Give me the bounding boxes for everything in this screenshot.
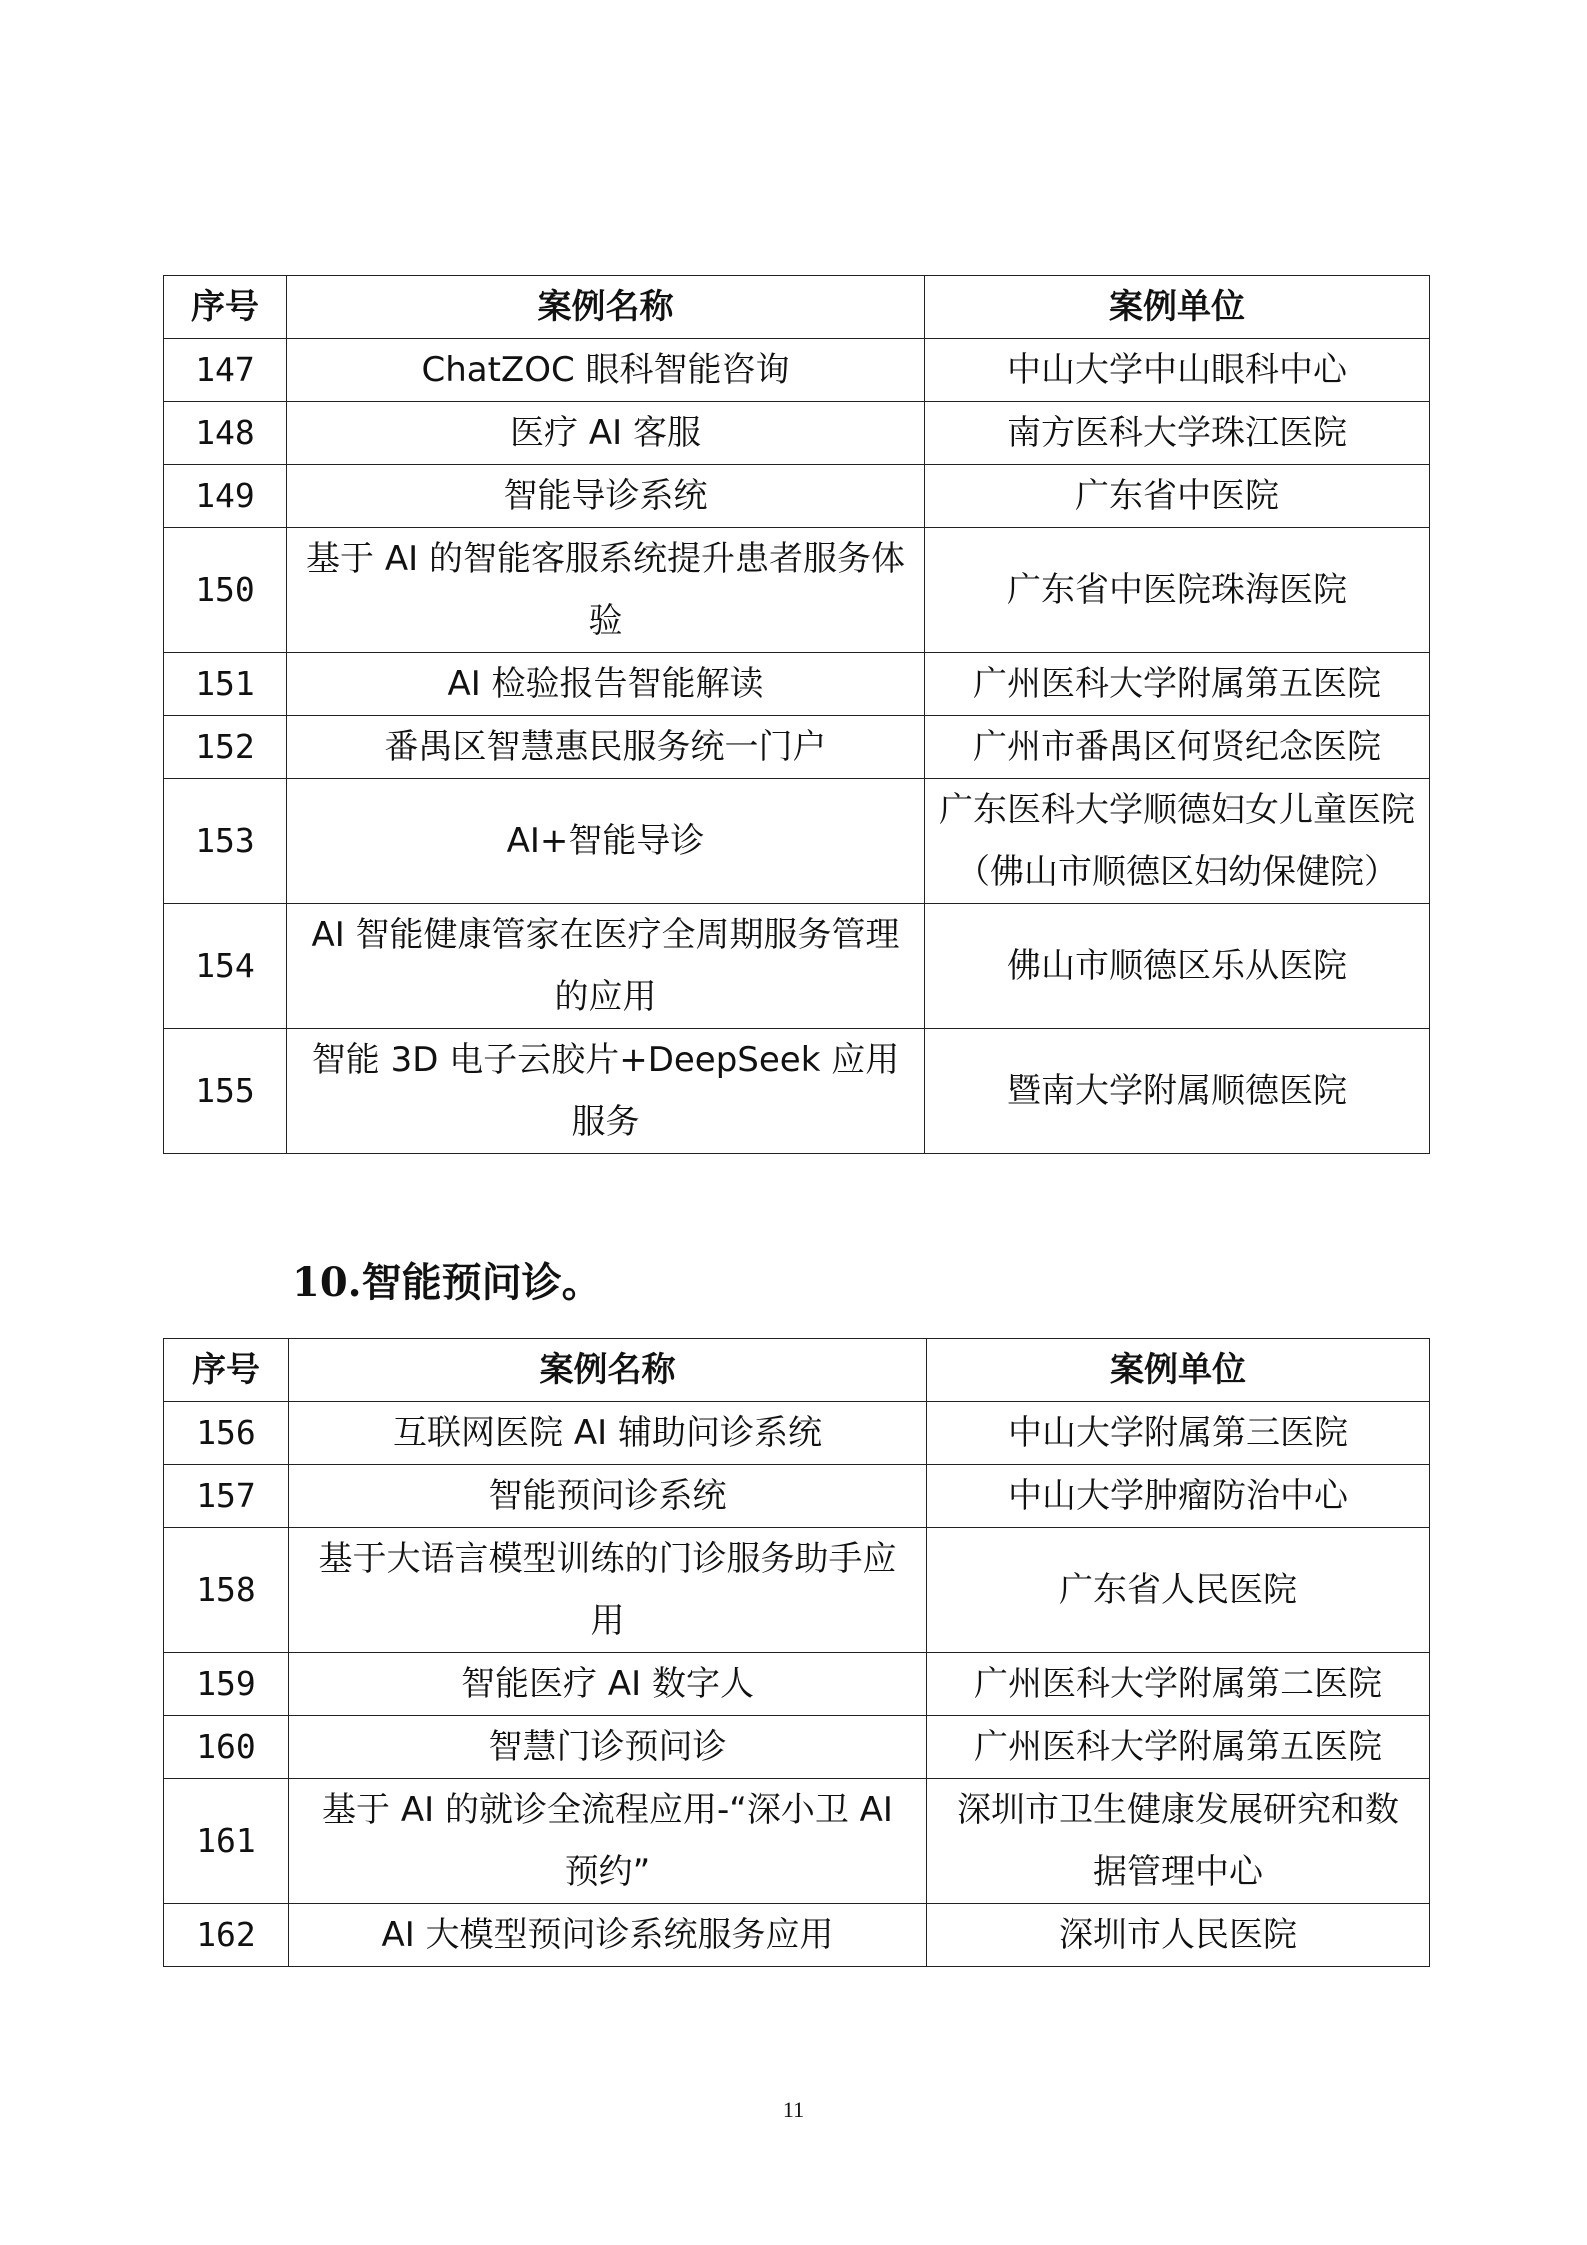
row-case-name: 基于大语言模型训练的门诊服务助手应用: [289, 1528, 927, 1653]
header-serial: 序号: [164, 1339, 289, 1402]
row-serial: 148: [164, 402, 287, 465]
row-case-unit: 广东医科大学顺德妇女儿童医院（佛山市顺德区妇幼保健院）: [925, 779, 1430, 904]
row-case-name: 智能导诊系统: [287, 465, 925, 528]
row-case-name: AI 检验报告智能解读: [287, 653, 925, 716]
row-case-name: ChatZOC 眼科智能咨询: [287, 339, 925, 402]
row-serial: 157: [164, 1465, 289, 1528]
case-table-2: [163, 1338, 1430, 1967]
row-serial: 160: [164, 1716, 289, 1779]
row-case-unit: 深圳市人民医院: [927, 1904, 1430, 1967]
row-case-unit: 广州医科大学附属第五医院: [927, 1716, 1430, 1779]
row-case-name: AI+智能导诊: [287, 779, 925, 904]
row-case-unit: 南方医科大学珠江医院: [925, 402, 1430, 465]
page-number: 11: [782, 2097, 805, 2122]
row-case-unit: 佛山市顺德区乐从医院: [925, 904, 1430, 1029]
table-row: [164, 339, 1430, 402]
header-case-name: 案例名称: [287, 276, 925, 339]
table-row: [164, 1528, 1430, 1653]
table-row: [164, 1465, 1430, 1528]
row-case-unit: 广东省人民医院: [927, 1528, 1430, 1653]
header-case-unit: 案例单位: [927, 1339, 1430, 1402]
row-case-name: 智能医疗 AI 数字人: [289, 1653, 927, 1716]
row-case-unit: 深圳市卫生健康发展研究和数据管理中心: [927, 1779, 1430, 1904]
table-row: [164, 1653, 1430, 1716]
row-case-name: 基于 AI 的智能客服系统提升患者服务体验: [287, 528, 925, 653]
table-row: [164, 402, 1430, 465]
table-row: [164, 1779, 1430, 1904]
table-header-row: [164, 276, 1430, 339]
row-case-name: 番禺区智慧惠民服务统一门户: [287, 716, 925, 779]
table-row: [164, 465, 1430, 528]
row-case-name: 互联网医院 AI 辅助问诊系统: [289, 1402, 927, 1465]
row-case-unit: 中山大学肿瘤防治中心: [927, 1465, 1430, 1528]
row-serial: 161: [164, 1779, 289, 1904]
row-case-unit: 广州医科大学附属第二医院: [927, 1653, 1430, 1716]
row-serial: 153: [164, 779, 287, 904]
table-header-row: [164, 1339, 1430, 1402]
table-row: [164, 1716, 1430, 1779]
table-row: [164, 1904, 1430, 1967]
table-row: [164, 653, 1430, 716]
row-serial: 149: [164, 465, 287, 528]
table-row: [164, 904, 1430, 1029]
row-serial: 154: [164, 904, 287, 1029]
row-serial: 158: [164, 1528, 289, 1653]
row-case-unit: 中山大学附属第三医院: [927, 1402, 1430, 1465]
row-serial: 162: [164, 1904, 289, 1967]
row-serial: 152: [164, 716, 287, 779]
row-case-name: 智能 3D 电子云胶片+DeepSeek 应用服务: [287, 1029, 925, 1154]
table-row: [164, 1402, 1430, 1465]
row-case-unit: 暨南大学附属顺德医院: [925, 1029, 1430, 1154]
table-row: [164, 528, 1430, 653]
header-case-unit: 案例单位: [925, 276, 1430, 339]
row-serial: 151: [164, 653, 287, 716]
row-case-name: AI 智能健康管家在医疗全周期服务管理的应用: [287, 904, 925, 1029]
row-serial: 159: [164, 1653, 289, 1716]
row-serial: 155: [164, 1029, 287, 1154]
row-case-name: AI 大模型预问诊系统服务应用: [289, 1904, 927, 1967]
row-case-name: 智慧门诊预问诊: [289, 1716, 927, 1779]
row-case-unit: 广东省中医院: [925, 465, 1430, 528]
row-case-name: 智能预问诊系统: [289, 1465, 927, 1528]
row-serial: 156: [164, 1402, 289, 1465]
section-heading: 10.智能预问诊。: [292, 1259, 602, 1306]
table-row: [164, 779, 1430, 904]
case-table-1: [163, 275, 1430, 1154]
row-case-name: 基于 AI 的就诊全流程应用-“深小卫 AI 预约”: [289, 1779, 927, 1904]
table-row: [164, 1029, 1430, 1154]
row-case-unit: 中山大学中山眼科中心: [925, 339, 1430, 402]
header-case-name: 案例名称: [289, 1339, 927, 1402]
row-serial: 150: [164, 528, 287, 653]
row-serial: 147: [164, 339, 287, 402]
row-case-unit: 广东省中医院珠海医院: [925, 528, 1430, 653]
row-case-unit: 广州市番禺区何贤纪念医院: [925, 716, 1430, 779]
header-serial: 序号: [164, 276, 287, 339]
row-case-unit: 广州医科大学附属第五医院: [925, 653, 1430, 716]
row-case-name: 医疗 AI 客服: [287, 402, 925, 465]
table-row: [164, 716, 1430, 779]
